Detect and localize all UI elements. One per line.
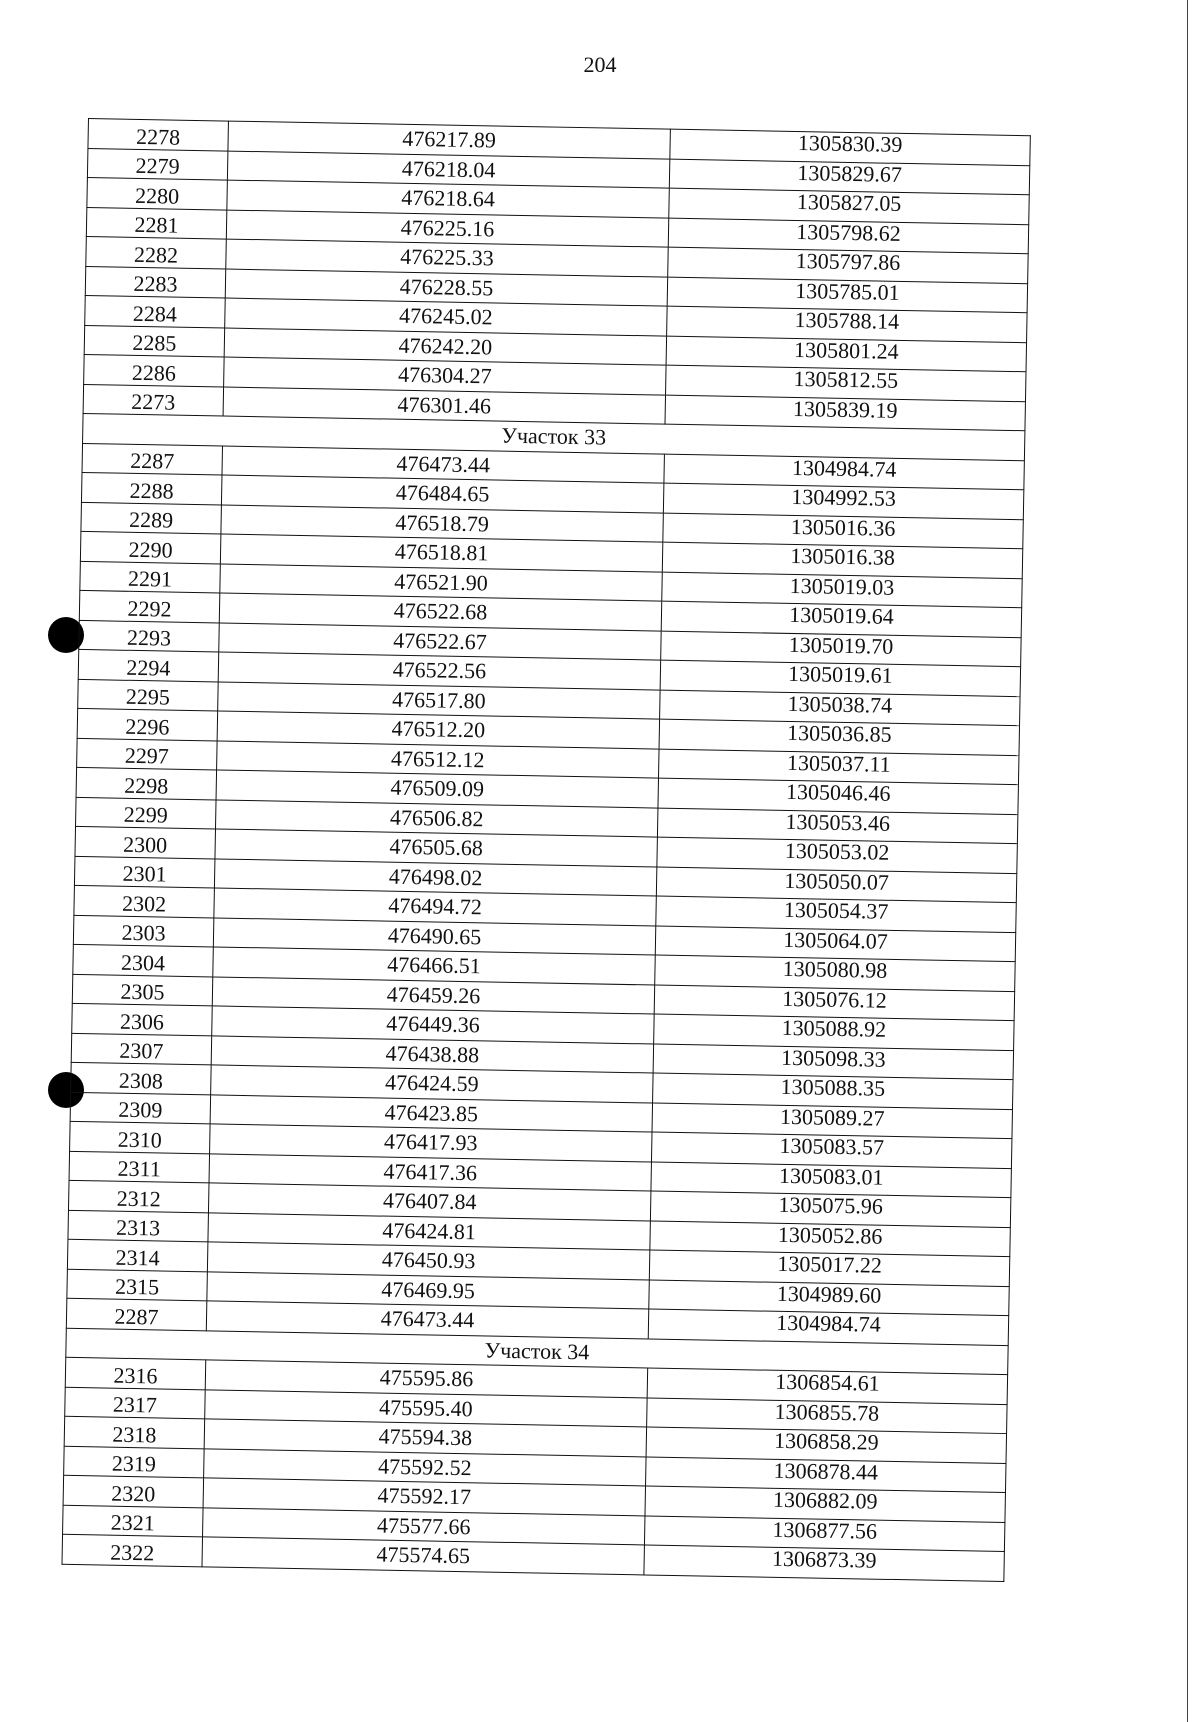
y-coordinate-cell: 1306854.61 xyxy=(647,1368,1007,1404)
x-coordinate-cell: 476438.88 xyxy=(211,1035,653,1073)
page-number: 204 xyxy=(583,52,617,77)
point-number-cell: 2287 xyxy=(82,443,223,475)
point-number-cell: 2313 xyxy=(68,1210,209,1242)
point-number-cell: 2281 xyxy=(86,207,227,239)
x-coordinate-cell: 476522.56 xyxy=(218,652,660,690)
y-coordinate-cell: 1304984.74 xyxy=(664,454,1024,490)
y-coordinate-cell: 1305046.46 xyxy=(658,778,1018,814)
y-coordinate-cell: 1305075.96 xyxy=(650,1191,1010,1227)
section-title: Участок 33 xyxy=(83,413,1025,460)
x-coordinate-cell: 476517.80 xyxy=(218,681,660,719)
x-coordinate-cell: 476242.20 xyxy=(224,328,666,366)
point-number-cell: 2282 xyxy=(86,236,227,268)
point-number-cell: 2296 xyxy=(77,708,218,740)
x-coordinate-cell: 476473.44 xyxy=(222,446,664,484)
point-number-cell: 2303 xyxy=(73,915,214,947)
x-coordinate-cell: 476518.81 xyxy=(220,534,662,572)
x-coordinate-cell: 476484.65 xyxy=(221,475,663,513)
y-coordinate-cell: 1305797.86 xyxy=(668,247,1028,283)
x-coordinate-cell: 476450.93 xyxy=(207,1242,649,1280)
page-edge-line xyxy=(1187,0,1188,1722)
x-coordinate-cell: 475592.52 xyxy=(204,1448,646,1486)
x-coordinate-cell: 475577.66 xyxy=(203,1507,645,1545)
x-coordinate-cell: 476498.02 xyxy=(214,858,656,896)
point-number-cell: 2299 xyxy=(76,797,217,829)
point-number-cell: 2293 xyxy=(79,620,220,652)
y-coordinate-cell: 1306878.44 xyxy=(646,1456,1006,1492)
x-coordinate-cell: 475592.17 xyxy=(203,1478,645,1516)
y-coordinate-cell: 1305829.67 xyxy=(669,159,1029,195)
y-coordinate-cell: 1305054.37 xyxy=(656,896,1016,932)
y-coordinate-cell: 1305083.57 xyxy=(651,1132,1011,1168)
x-coordinate-cell: 476417.93 xyxy=(210,1124,652,1162)
y-coordinate-cell: 1305019.70 xyxy=(661,631,1021,667)
y-coordinate-cell: 1305053.02 xyxy=(657,837,1017,873)
point-number-cell: 2315 xyxy=(67,1269,208,1301)
y-coordinate-cell: 1305083.01 xyxy=(651,1162,1011,1198)
y-coordinate-cell: 1305827.05 xyxy=(669,188,1029,224)
x-coordinate-cell: 476228.55 xyxy=(225,269,667,307)
y-coordinate-cell: 1305064.07 xyxy=(655,926,1015,962)
x-coordinate-cell: 476424.81 xyxy=(208,1212,650,1250)
x-coordinate-cell: 476459.26 xyxy=(212,976,654,1014)
y-coordinate-cell: 1305098.33 xyxy=(653,1044,1013,1080)
point-number-cell: 2305 xyxy=(72,974,213,1006)
x-coordinate-cell: 476518.79 xyxy=(221,505,663,543)
y-coordinate-cell: 1305037.11 xyxy=(659,749,1019,785)
x-coordinate-cell: 476424.59 xyxy=(211,1065,653,1103)
x-coordinate-cell: 476449.36 xyxy=(212,1006,654,1044)
point-number-cell: 2288 xyxy=(81,472,222,504)
point-number-cell: 2320 xyxy=(63,1475,204,1507)
y-coordinate-cell: 1305036.85 xyxy=(659,719,1019,755)
x-coordinate-cell: 476505.68 xyxy=(215,829,657,867)
x-coordinate-cell: 476521.90 xyxy=(220,564,662,602)
point-number-cell: 2292 xyxy=(79,590,220,622)
y-coordinate-cell: 1305019.64 xyxy=(661,601,1021,637)
x-coordinate-cell: 476423.85 xyxy=(210,1094,652,1132)
point-number-cell: 2322 xyxy=(62,1534,203,1566)
point-number-cell: 2306 xyxy=(72,1003,213,1035)
point-number-cell: 2285 xyxy=(84,325,225,357)
section-title: Участок 34 xyxy=(66,1328,1008,1375)
point-number-cell: 2283 xyxy=(85,266,226,298)
x-coordinate-cell: 476512.12 xyxy=(217,740,659,778)
x-coordinate-cell: 476407.84 xyxy=(208,1183,650,1221)
point-number-cell: 2290 xyxy=(80,531,221,563)
x-coordinate-cell: 475595.86 xyxy=(205,1360,647,1398)
y-coordinate-cell: 1305016.36 xyxy=(663,513,1023,549)
point-number-cell: 2273 xyxy=(83,384,224,416)
point-number-cell: 2321 xyxy=(63,1505,204,1537)
y-coordinate-cell: 1304992.53 xyxy=(663,483,1023,519)
x-coordinate-cell: 476217.89 xyxy=(228,121,670,159)
x-coordinate-cell: 476512.20 xyxy=(217,711,659,749)
y-coordinate-cell: 1306873.39 xyxy=(644,1545,1004,1581)
point-number-cell: 2295 xyxy=(78,679,219,711)
point-number-cell: 2287 xyxy=(66,1298,207,1330)
y-coordinate-cell: 1306882.09 xyxy=(645,1486,1005,1522)
y-coordinate-cell: 1305016.38 xyxy=(662,542,1022,578)
x-coordinate-cell: 476469.95 xyxy=(207,1271,649,1309)
x-coordinate-cell: 476218.04 xyxy=(227,151,669,189)
point-number-cell: 2312 xyxy=(68,1180,209,1212)
x-coordinate-cell: 475595.40 xyxy=(205,1389,647,1427)
y-coordinate-cell: 1305788.14 xyxy=(667,306,1027,342)
x-coordinate-cell: 476417.36 xyxy=(209,1153,651,1191)
x-coordinate-cell: 476304.27 xyxy=(224,357,666,395)
point-number-cell: 2289 xyxy=(81,502,222,534)
point-number-cell: 2280 xyxy=(87,177,228,209)
point-number-cell: 2301 xyxy=(74,856,215,888)
x-coordinate-cell: 475594.38 xyxy=(204,1419,646,1457)
x-coordinate-cell: 476225.16 xyxy=(226,210,668,248)
point-number-cell: 2314 xyxy=(67,1239,208,1271)
point-number-cell: 2302 xyxy=(74,885,215,917)
point-number-cell: 2318 xyxy=(64,1416,205,1448)
point-number-cell: 2307 xyxy=(71,1033,212,1065)
y-coordinate-cell: 1305050.07 xyxy=(656,867,1016,903)
point-number-cell: 2316 xyxy=(65,1357,206,1389)
x-coordinate-cell: 476218.64 xyxy=(227,180,669,218)
x-coordinate-cell: 476506.82 xyxy=(215,799,657,837)
x-coordinate-cell: 476473.44 xyxy=(206,1301,648,1339)
coordinates-table-container xyxy=(61,118,1029,1582)
point-number-cell: 2310 xyxy=(70,1121,211,1153)
y-coordinate-cell: 1306877.56 xyxy=(644,1515,1004,1551)
y-coordinate-cell: 1305839.19 xyxy=(665,395,1025,431)
y-coordinate-cell: 1306858.29 xyxy=(646,1427,1006,1463)
y-coordinate-cell: 1305017.22 xyxy=(649,1250,1009,1286)
point-number-cell: 2294 xyxy=(78,649,219,681)
y-coordinate-cell: 1305785.01 xyxy=(667,277,1027,313)
point-number-cell: 2298 xyxy=(76,767,217,799)
y-coordinate-cell: 1305019.61 xyxy=(660,660,1020,696)
y-coordinate-cell: 1305830.39 xyxy=(670,129,1030,165)
y-coordinate-cell: 1305038.74 xyxy=(660,690,1020,726)
point-number-cell: 2308 xyxy=(71,1062,212,1094)
point-number-cell: 2300 xyxy=(75,826,216,858)
y-coordinate-cell: 1305019.03 xyxy=(662,572,1022,608)
y-coordinate-cell: 1305801.24 xyxy=(666,336,1026,372)
y-coordinate-cell: 1305812.55 xyxy=(666,365,1026,401)
y-coordinate-cell: 1305053.46 xyxy=(657,808,1017,844)
y-coordinate-cell: 1306855.78 xyxy=(647,1397,1007,1433)
point-number-cell: 2284 xyxy=(85,295,226,327)
x-coordinate-cell: 476522.67 xyxy=(219,622,661,660)
x-coordinate-cell: 476245.02 xyxy=(225,298,667,336)
point-number-cell: 2291 xyxy=(80,561,221,593)
x-coordinate-cell: 476466.51 xyxy=(213,947,655,985)
y-coordinate-cell: 1305089.27 xyxy=(652,1103,1012,1139)
x-coordinate-cell: 476509.09 xyxy=(216,770,658,808)
x-coordinate-cell: 476494.72 xyxy=(214,888,656,926)
x-coordinate-cell: 476225.33 xyxy=(226,239,668,277)
point-number-cell: 2278 xyxy=(88,119,229,151)
point-number-cell: 2304 xyxy=(73,944,214,976)
point-number-cell: 2297 xyxy=(77,738,218,770)
y-coordinate-cell: 1305088.35 xyxy=(653,1073,1013,1109)
point-number-cell: 2319 xyxy=(64,1446,205,1478)
point-number-cell: 2279 xyxy=(87,148,228,180)
x-coordinate-cell: 476301.46 xyxy=(223,387,665,425)
point-number-cell: 2317 xyxy=(65,1387,206,1419)
y-coordinate-cell: 1305080.98 xyxy=(655,955,1015,991)
x-coordinate-cell: 476522.68 xyxy=(219,593,661,631)
coordinates-table-body xyxy=(62,119,1030,1582)
point-number-cell: 2286 xyxy=(84,354,225,386)
point-number-cell: 2311 xyxy=(69,1151,210,1183)
coordinates-table xyxy=(61,118,1030,1582)
point-number-cell: 2309 xyxy=(70,1092,211,1124)
x-coordinate-cell: 475574.65 xyxy=(202,1537,644,1575)
y-coordinate-cell: 1305076.12 xyxy=(654,985,1014,1021)
y-coordinate-cell: 1305052.86 xyxy=(650,1220,1010,1256)
x-coordinate-cell: 476490.65 xyxy=(213,917,655,955)
y-coordinate-cell: 1305088.92 xyxy=(654,1014,1014,1050)
y-coordinate-cell: 1304989.60 xyxy=(649,1279,1009,1315)
y-coordinate-cell: 1304984.74 xyxy=(648,1309,1008,1345)
y-coordinate-cell: 1305798.62 xyxy=(668,218,1028,254)
